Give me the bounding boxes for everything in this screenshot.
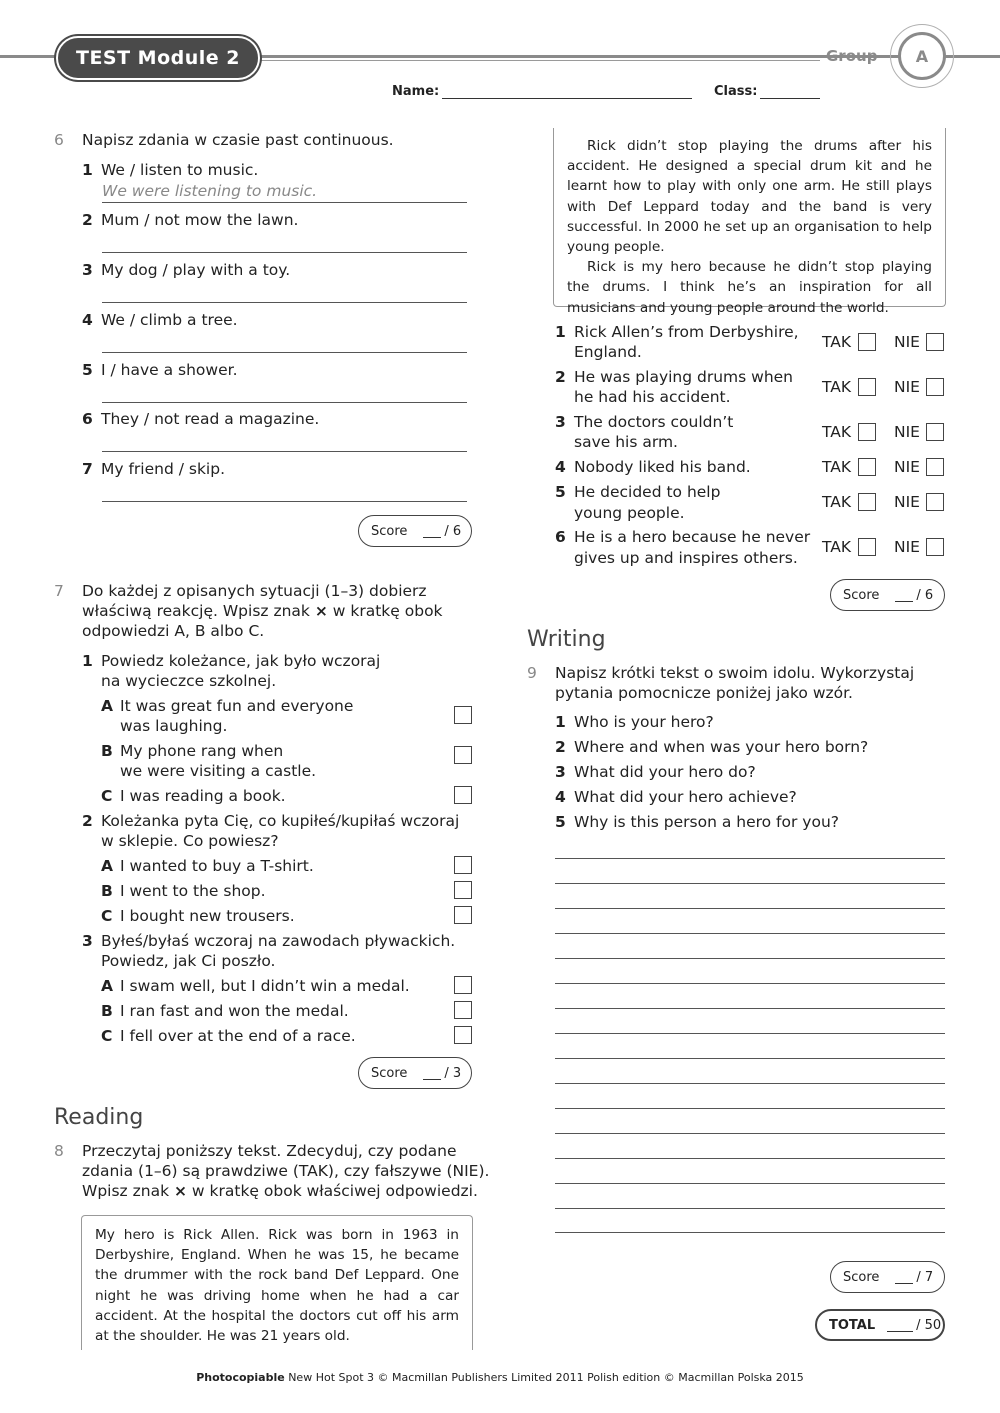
tak-label-6: TAK	[822, 538, 852, 556]
tf-statement-1-line-2: England.	[574, 343, 642, 361]
q6-answer-line-5[interactable]	[102, 402, 467, 403]
q6-answer-line-1[interactable]	[102, 202, 467, 203]
tak-label-3: TAK	[822, 423, 852, 441]
nie-checkbox-3[interactable]	[926, 423, 944, 441]
reading-text-part-2: Rick didn’t stop playing the drums after his accident. He designed a special drum kit and he learnt how to play with only one arm. He still plays with Def Leppard today and the band is very successful. In 2000 he set up an organisation to help young people. Rick is my hero because he didn’t stop playing the drums. I think he’s an inspiration for all musicians and young people around the world.	[553, 128, 946, 307]
q7-instruction-line-2: właściwą reakcję. Wpisz znak × w kratkę obok	[82, 602, 443, 620]
q6-example-answer: We were listening to music.	[102, 182, 318, 200]
nie-checkbox-6[interactable]	[926, 538, 944, 556]
q7-s3-option-b: B I ran fast and won the medal.	[101, 1002, 349, 1020]
writing-line[interactable]	[555, 1108, 945, 1109]
q7-s1-option-a: A It was great fun and everyone	[101, 697, 354, 715]
q7-s3-a-checkbox[interactable]	[454, 976, 472, 994]
q7-instruction-line-3: odpowiedzi A, B albo C.	[82, 622, 265, 640]
q6-answer-line-2[interactable]	[102, 252, 467, 253]
q6-item-5: 5 I / have a shower.	[82, 361, 238, 379]
tak-checkbox-1[interactable]	[858, 333, 876, 351]
nie-checkbox-4[interactable]	[926, 458, 944, 476]
q6-item-2: 2 Mum / not mow the lawn.	[82, 211, 299, 229]
writing-line[interactable]	[555, 883, 945, 884]
q7-s2-a-checkbox[interactable]	[454, 856, 472, 874]
tak-label-5: TAK	[822, 493, 852, 511]
tf-statement-5-line-2: young people.	[574, 504, 685, 522]
nie-label-6: NIE	[894, 538, 920, 556]
group-label: Group	[826, 47, 878, 65]
q7-s1-c-checkbox[interactable]	[454, 786, 472, 804]
q7-instruction-line-1: Do każdej z opisanych sytuacji (1–3) dobierz	[82, 582, 427, 600]
q7-situation-2-line-2: w sklepie. Co powiesz?	[101, 832, 279, 850]
tf-statement-6-line-2: gives up and inspires others.	[574, 549, 798, 567]
q7-s3-c-checkbox[interactable]	[454, 1026, 472, 1044]
tak-label-2: TAK	[822, 378, 852, 396]
tf-statement-6: 6 He is a hero because he never	[555, 528, 811, 546]
writing-line[interactable]	[555, 1058, 945, 1059]
q7-situation-2: 2 Koleżanka pyta Cię, co kupiłeś/kupiłaś wczoraj	[82, 812, 460, 830]
q6-answer-line-3[interactable]	[102, 302, 467, 303]
q6-item-3: 3 My dog / play with a toy.	[82, 261, 291, 279]
q8-score: Score / 6	[830, 579, 945, 611]
q6-answer-line-4[interactable]	[102, 352, 467, 353]
nie-label-5: NIE	[894, 493, 920, 511]
test-title: TEST Module 2	[56, 36, 260, 80]
class-field[interactable]	[760, 98, 820, 99]
reading-text-part-1: My hero is Rick Allen. Rick was born in 1963 in Derbyshire, England. When he was 15, he became the drummer with the rock band Def Leppard. One night he was driving home when he had a car accident. At the hospital the doctors cut off his arm at the shoulder. He was 21 years old.	[81, 1215, 473, 1350]
q7-s1-option-a-line-2: was laughing.	[120, 717, 228, 735]
writing-line[interactable]	[555, 1232, 945, 1233]
group-badge: A	[898, 32, 946, 80]
q7-situation-1-line-2: na wycieczce szkolnej.	[101, 672, 277, 690]
writing-line[interactable]	[555, 1158, 945, 1159]
tak-checkbox-4[interactable]	[858, 458, 876, 476]
q7-s3-b-checkbox[interactable]	[454, 1001, 472, 1019]
q6-item-6: 6 They / not read a magazine.	[82, 410, 320, 428]
q7-s1-b-checkbox[interactable]	[454, 746, 472, 764]
q7-s3-option-c: C I fell over at the end of a race.	[101, 1027, 356, 1045]
q7-s2-option-c: C I bought new trousers.	[101, 907, 295, 925]
q7-s2-c-checkbox[interactable]	[454, 906, 472, 924]
tak-checkbox-5[interactable]	[858, 493, 876, 511]
tak-checkbox-2[interactable]	[858, 378, 876, 396]
tak-label-4: TAK	[822, 458, 852, 476]
q7-s1-option-b-line-2: we were visiting a castle.	[120, 762, 317, 780]
q9-instruction-line-1: Napisz krótki tekst o swoim idolu. Wykorzystaj	[555, 664, 915, 682]
q6-item-1: 1 We / listen to music.	[82, 161, 259, 179]
writing-line[interactable]	[555, 908, 945, 909]
name-label: Name:	[392, 84, 440, 99]
q7-s3-option-a: A I swam well, but I didn’t win a medal.	[101, 977, 410, 995]
q9-number: 9	[527, 664, 537, 682]
q9-question-5: 5 Why is this person a hero for you?	[555, 813, 839, 831]
q9-question-2: 2 Where and when was your hero born?	[555, 738, 869, 756]
tf-statement-5: 5 He decided to help	[555, 483, 721, 501]
q7-s1-option-c: C I was reading a book.	[101, 787, 286, 805]
footer-copyright: Photocopiable New Hot Spot 3 © Macmillan Publishers Limited 2011 Polish edition © Macmillan Polska 2015	[196, 1371, 804, 1384]
tf-statement-2-line-2: he had his accident.	[574, 388, 731, 406]
q7-s1-a-checkbox[interactable]	[454, 706, 472, 724]
q6-answer-line-6[interactable]	[102, 451, 467, 452]
tf-statement-1: 1 Rick Allen’s from Derbyshire,	[555, 323, 799, 341]
nie-label-4: NIE	[894, 458, 920, 476]
q9-question-1: 1 Who is your hero?	[555, 713, 714, 731]
q7-s2-option-a: A I wanted to buy a T-shirt.	[101, 857, 314, 875]
tf-statement-3: 3 The doctors couldn’t	[555, 413, 734, 431]
q9-score: Score / 7	[830, 1261, 945, 1293]
writing-line[interactable]	[555, 1208, 945, 1209]
writing-line[interactable]	[555, 933, 945, 934]
q8-instruction-line-2: zdania (1–6) są prawdziwe (TAK), czy fałszywe (NIE).	[82, 1162, 490, 1180]
q7-s2-b-checkbox[interactable]	[454, 881, 472, 899]
q9-instruction-line-2: pytania pomocnicze poniżej jako wzór.	[555, 684, 853, 702]
q6-item-4: 4 We / climb a tree.	[82, 311, 238, 329]
writing-line[interactable]	[555, 1183, 945, 1184]
q7-situation-3-line-2: Powiedz, jak Ci poszło.	[101, 952, 276, 970]
writing-heading: Writing	[527, 627, 606, 652]
tf-statement-2: 2 He was playing drums when	[555, 368, 794, 386]
class-label: Class:	[714, 84, 758, 99]
nie-checkbox-5[interactable]	[926, 493, 944, 511]
nie-label-1: NIE	[894, 333, 920, 351]
nie-checkbox-1[interactable]	[926, 333, 944, 351]
tf-statement-3-line-2: save his arm.	[574, 433, 678, 451]
total-score: TOTAL / 50	[815, 1309, 945, 1341]
q7-situation-1: 1 Powiedz koleżance, jak było wczoraj	[82, 652, 381, 670]
writing-line[interactable]	[555, 858, 945, 859]
name-field[interactable]	[442, 98, 692, 99]
writing-line[interactable]	[555, 1033, 945, 1034]
tak-checkbox-6[interactable]	[858, 538, 876, 556]
writing-line[interactable]	[555, 1008, 945, 1009]
q8-instruction-line-3: Wpisz znak × w kratkę obok właściwej odpowiedzi.	[82, 1182, 478, 1200]
q9-question-3: 3 What did your hero do?	[555, 763, 756, 781]
nie-label-3: NIE	[894, 423, 920, 441]
writing-line[interactable]	[555, 1133, 945, 1134]
tf-statement-4: 4 Nobody liked his band.	[555, 458, 751, 476]
q6-item-7: 7 My friend / skip.	[82, 460, 226, 478]
q6-instruction: Napisz zdania w czasie past continuous.	[82, 131, 394, 149]
tak-checkbox-3[interactable]	[858, 423, 876, 441]
q6-answer-line-7[interactable]	[102, 501, 467, 502]
nie-checkbox-2[interactable]	[926, 378, 944, 396]
q7-s2-option-b: B I went to the shop.	[101, 882, 266, 900]
writing-line[interactable]	[555, 983, 945, 984]
q7-score: Score / 3	[358, 1057, 472, 1089]
writing-line[interactable]	[555, 1083, 945, 1084]
q7-situation-3: 3 Byłeś/byłaś wczoraj na zawodach pływackich.	[82, 932, 456, 950]
q8-number: 8	[54, 1142, 64, 1160]
q6-number: 6	[54, 131, 64, 149]
q6-score: Score / 6	[358, 515, 472, 547]
header-rule-thin	[260, 60, 820, 61]
q7-s1-option-b: B My phone rang when	[101, 742, 284, 760]
writing-line[interactable]	[555, 958, 945, 959]
q8-instruction-line-1: Przeczytaj poniższy tekst. Zdecyduj, czy podane	[82, 1142, 457, 1160]
tak-label-1: TAK	[822, 333, 852, 351]
nie-label-2: NIE	[894, 378, 920, 396]
reading-heading: Reading	[54, 1105, 144, 1130]
q7-number: 7	[54, 582, 64, 600]
q9-question-4: 4 What did your hero achieve?	[555, 788, 797, 806]
